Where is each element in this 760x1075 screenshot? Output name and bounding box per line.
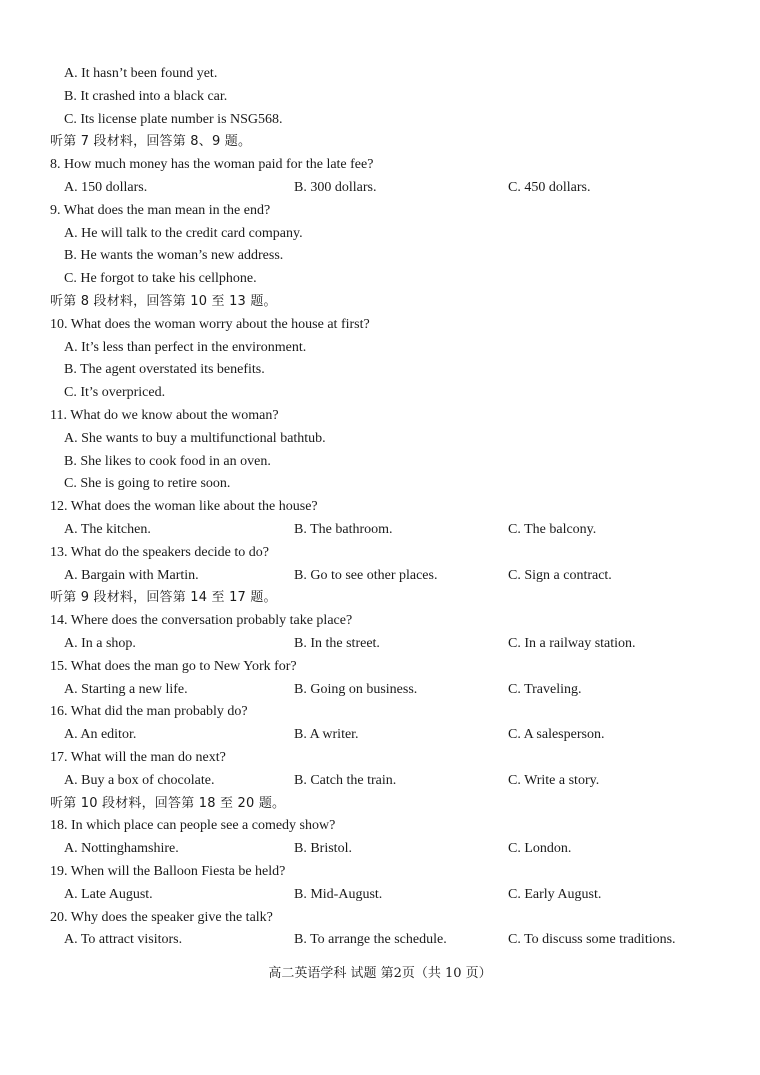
question-line <box>0 405 760 428</box>
question-text: 15. What does the man go to New York for? <box>50 658 297 674</box>
answer-option: C. It’s overpriced. <box>64 385 166 401</box>
question-text: 16. What did the man probably do? <box>50 704 248 720</box>
section-heading <box>0 793 760 816</box>
question-text: 10. What does the woman worry about the house at first? <box>50 316 370 332</box>
answer-option: A. Nottinghamshire. <box>64 841 179 857</box>
answer-option: A. Buy a box of chocolate. <box>64 772 215 788</box>
options-line <box>0 86 760 109</box>
options-line <box>0 838 760 861</box>
options-line <box>0 519 760 542</box>
answer-option: A. Starting a new life. <box>64 681 188 697</box>
answer-option: B. Bristol. <box>294 841 352 857</box>
answer-option: B. He wants the woman’s new address. <box>64 248 284 264</box>
answer-option: B. A writer. <box>294 727 359 743</box>
options-line <box>0 633 760 656</box>
answer-option: B. To arrange the schedule. <box>294 932 447 948</box>
answer-option: B. In the street. <box>294 636 380 651</box>
answer-option: A. To attract visitors. <box>64 932 183 948</box>
answer-option: C. To discuss some traditions. <box>508 932 676 948</box>
options-line <box>0 451 760 474</box>
question-text: 9. What does the man mean in the end? <box>50 202 271 218</box>
answer-option: C. She is going to retire soon. <box>64 476 231 492</box>
answer-option: C. Its license plate number is NSG568. <box>64 111 283 127</box>
options-line <box>0 223 760 246</box>
options-line <box>0 109 760 132</box>
question-text: 8. How much money has the woman paid for the late fee? <box>50 157 374 173</box>
question-line <box>0 747 760 770</box>
question-line <box>0 815 760 838</box>
answer-option: C. He forgot to take his cellphone. <box>64 271 257 287</box>
question-line <box>0 656 760 679</box>
question-line <box>0 542 760 565</box>
question-text: 14. Where does the conversation probably take place? <box>50 613 353 629</box>
question-text: 13. What do the speakers decide to do? <box>50 544 270 560</box>
question-text: 17. What will the man do next? <box>50 750 226 765</box>
options-line <box>0 724 760 747</box>
section-heading <box>0 587 760 610</box>
answer-option: A. Late August. <box>64 886 153 902</box>
answer-option: C. The balcony. <box>508 522 597 537</box>
answer-option: A. In a shop. <box>64 636 136 651</box>
answer-option: B. Catch the train. <box>294 772 397 788</box>
options-line <box>0 679 760 702</box>
question-text: 18. In which place can people see a comedy show? <box>50 818 336 834</box>
answer-option: B. The agent overstated its benefits. <box>64 362 265 378</box>
question-text: 12. What does the woman like about the house? <box>50 499 318 515</box>
question-line <box>0 701 760 724</box>
answer-option: B. It crashed into a black car. <box>64 88 228 104</box>
answer-option: C. Traveling. <box>508 681 582 697</box>
section-instruction: 听第 10 段材料，回答第 18 至 20 题。 <box>50 795 286 811</box>
question-line <box>0 496 760 519</box>
options-line <box>0 929 760 952</box>
answer-option: A. An editor. <box>64 727 137 743</box>
answer-option: B. Mid-August. <box>294 886 383 902</box>
answer-option: C. Sign a contract. <box>508 567 612 583</box>
section-instruction: 听第 7 段材料，回答第 8、9 题。 <box>50 134 252 150</box>
page-footer: 高二英语学科 试题 第2页（共 10 页） <box>268 966 492 981</box>
options-line <box>0 337 760 360</box>
answer-option: B. Going on business. <box>294 681 418 697</box>
question-text: 11. What do we know about the woman? <box>50 408 279 423</box>
answer-option: C. 450 dollars. <box>508 180 591 195</box>
question-line <box>0 907 760 930</box>
answer-option: C. London. <box>508 841 572 857</box>
options-line <box>0 884 760 907</box>
answer-option: B. 300 dollars. <box>294 180 377 195</box>
options-line <box>0 268 760 291</box>
options-line <box>0 428 760 451</box>
answer-option: C. In a railway station. <box>508 636 636 651</box>
options-line <box>0 177 760 200</box>
options-line <box>0 63 760 86</box>
answer-option: A. It’s less than perfect in the environment. <box>64 339 307 355</box>
question-line <box>0 314 760 337</box>
question-text: 19. When will the Balloon Fiesta be held? <box>50 864 286 879</box>
options-line <box>0 770 760 793</box>
options-line <box>0 245 760 268</box>
answer-option: A. Bargain with Martin. <box>64 567 199 583</box>
section-heading <box>0 131 760 154</box>
answer-option: B. Go to see other places. <box>294 567 438 583</box>
answer-option: B. The bathroom. <box>294 522 393 537</box>
answer-option: A. He will talk to the credit card company. <box>64 225 303 241</box>
question-line <box>0 861 760 884</box>
options-line <box>0 565 760 588</box>
section-instruction: 听第 9 段材料，回答第 14 至 17 题。 <box>50 590 277 606</box>
question-line <box>0 154 760 177</box>
answer-option: C. Early August. <box>508 886 602 902</box>
options-line <box>0 382 760 405</box>
question-text: 20. Why does the speaker give the talk? <box>50 909 273 925</box>
answer-option: A. She wants to buy a multifunctional bathtub. <box>64 430 326 446</box>
answer-option: A. The kitchen. <box>64 522 151 537</box>
options-line <box>0 473 760 496</box>
section-heading <box>0 291 760 314</box>
answer-option: A. 150 dollars. <box>64 180 148 195</box>
answer-option: A. It hasn’t been found yet. <box>64 66 218 81</box>
answer-option: C. Write a story. <box>508 772 600 788</box>
answer-option: B. She likes to cook food in an oven. <box>64 453 271 469</box>
answer-option: C. A salesperson. <box>508 727 605 743</box>
section-instruction: 听第 8 段材料，回答第 10 至 13 题。 <box>50 294 277 309</box>
options-line <box>0 359 760 382</box>
question-line <box>0 200 760 223</box>
question-line <box>0 610 760 633</box>
